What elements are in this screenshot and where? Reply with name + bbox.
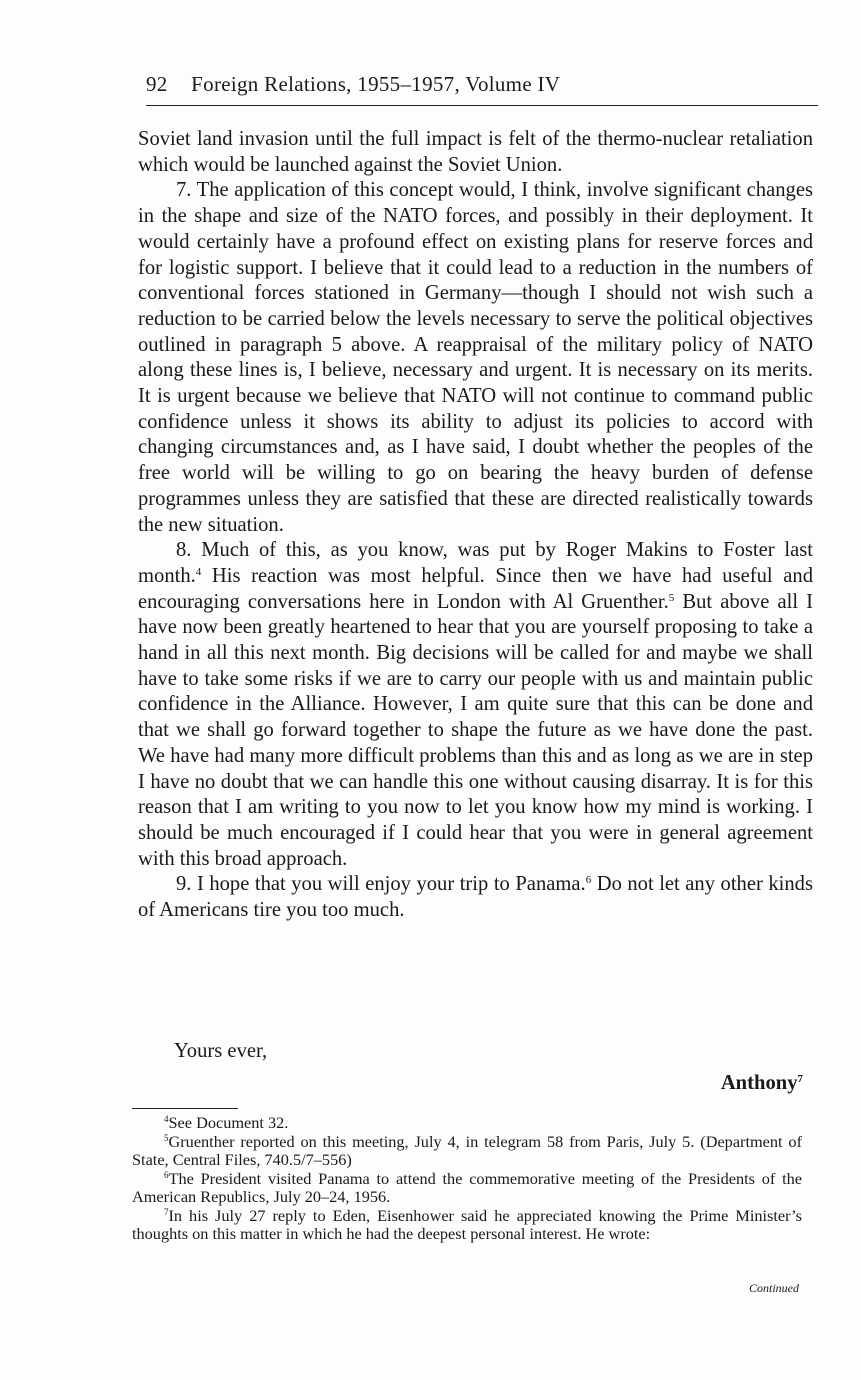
paragraph-9-part-b: Do not let any other kinds of Americans tire you too much. [138, 873, 813, 922]
paragraph-8-part-c: But above all I have now been greatly heartened to hear that you are yourself proposing to take a hand in all this next month. Big decisions will be called for and maybe we shall have to take some risks if we are to carry our people with us and maintain public confidence in the Alliance. However, I am quite sure that this can be done and that we shall go forward together to shape the future as we have done the past. We have had many more difficult problems than this and as long as we are in step I have no doubt that we can handle this one without causing disarray. It is for this reason that I am writing to you now to let you know how my mind is working. I should be much encouraged if I could hear that you were in general agreement with this broad approach. [138, 590, 813, 870]
footnote-text: See Document 32. [168, 1113, 289, 1132]
footnotes [132, 1114, 802, 1244]
paragraph-8-part-b: His reaction was most helpful. Since then we have had useful and encouraging conversations here in London with Al Gruenther. [138, 564, 813, 613]
footnote-7 [132, 1207, 802, 1244]
footnote-5 [132, 1133, 802, 1170]
footnote-4 [132, 1114, 802, 1133]
footnote-ref-6[interactable]: 6 [585, 874, 592, 887]
footnote-text: Gruenther reported on this meeting, July 4, in telegram 58 from Paris, July 5. (Department of State, Central Files, 740.5/7–556) [132, 1131, 802, 1169]
footnote-number: 5 [164, 1132, 169, 1143]
paragraph-8 [138, 538, 813, 872]
footnote-text: The President visited Panama to attend the commemorative meeting of the Presidents of the American Republics, July 20–24, 1956. [132, 1168, 802, 1206]
footnote-6 [132, 1170, 802, 1207]
letter-body [138, 127, 813, 924]
paragraph-continued: Soviet land invasion until the full impact is felt of the thermo-nuclear retaliation which would be launched against the Soviet Union. [138, 128, 813, 176]
footnote-number: 4 [164, 1114, 169, 1124]
footnote-ref-5[interactable]: 5 [668, 591, 675, 604]
page-header [146, 72, 818, 97]
page-number: 92 [146, 72, 168, 96]
paragraph-9-part-a: 9. I hope that you will enjoy your trip to Panama. [176, 873, 586, 896]
running-title: Foreign Relations, 1955–1957, Volume IV [191, 72, 561, 96]
continued-note: Continued [749, 1281, 799, 1295]
paragraph-8-part-a: 8. Much of this, as you know, was put by Roger Makins to Foster last month. [138, 539, 813, 587]
footnote-number: 6 [164, 1169, 169, 1180]
footnote-rule [132, 1108, 238, 1109]
signature [721, 1072, 803, 1095]
footnote-ref-4[interactable]: 4 [195, 565, 202, 578]
paragraph-7: 7. The application of this concept would, I think, involve significant changes in the shape and size of the NATO forces, and possibly in their deployment. It would certainly have a profound effect on existing plans for reserve forces and for logistic support. I believe that it could lead to a reduction in the numbers of conventional forces stationed in Germany—though I should not wish such a reduction to be carried below the levels necessary to serve the political objectives outlined in paragraph 5 above. A reappraisal of the military policy of NATO along these lines is, I believe, necessary and urgent. It is necessary on its merits. It is urgent because we believe that NATO will not continue to command public confidence unless it shows its ability to adjust its policies to accord with changing circumstances and, as I have said, I doubt whether the peoples of the free world will be willing to go on bearing the heavy burden of defense programmes unless they are satisfied that these are directed realistically towards the new situation. [138, 179, 813, 536]
paragraph-9 [138, 872, 813, 923]
signature-name: Anthony [720, 1072, 798, 1094]
footnote-ref-7[interactable]: 7 [797, 1073, 803, 1085]
closing-salutation: Yours ever, [174, 1040, 268, 1062]
header-rule [146, 105, 818, 106]
footnote-number: 7 [164, 1206, 169, 1217]
footnote-text: In his July 27 reply to Eden, Eisenhower said he appreciated knowing the Prime Minister’s thoughts on this matter in which he had the deepest personal interest. He wrote: [132, 1205, 802, 1243]
